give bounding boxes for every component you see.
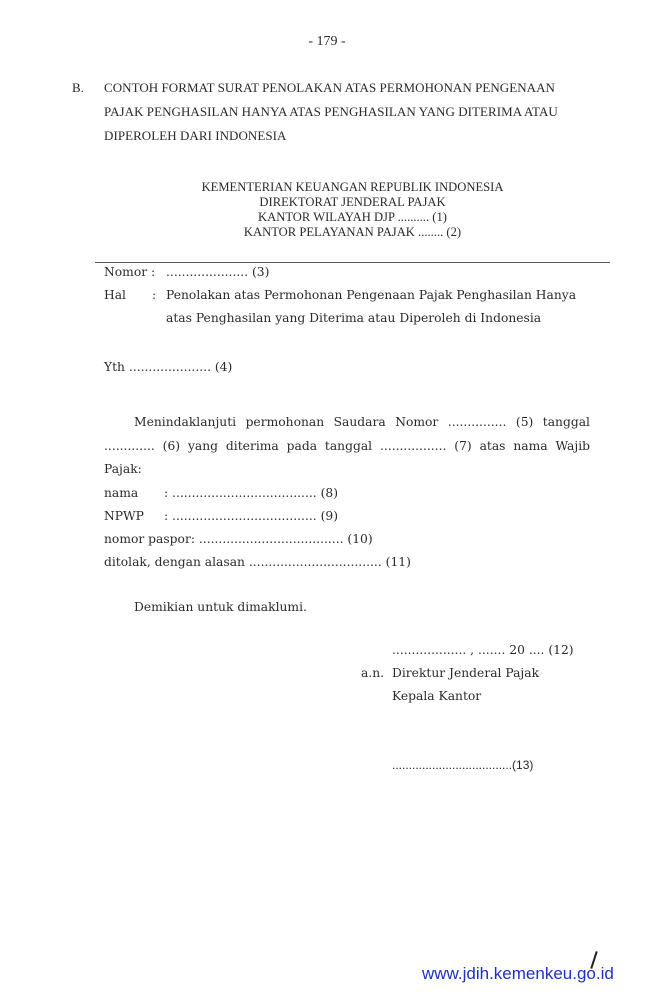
hal-value-line-1: Penolakan atas Permohonan Pengenaan Pajak Penghasilan Hanya [166,288,577,302]
section-title-line-2: PAJAK PENGHASILAN HANYA ATAS PENGHASILAN YANG DITERIMA ATAU [104,104,558,119]
recipient: Yth ..................... (4) [104,360,233,374]
office-title: Kepala Kantor [392,689,482,703]
an-title: Direktur Jenderal Pajak [392,666,540,680]
field-nama-value: : ..................................... (8) [164,486,339,500]
hal-value-line-2: atas Penghasilan yang Diterima atau Diperoleh di Indonesia [166,311,542,325]
rejection-reason: ditolak, dengan alasan .................................. (11) [104,555,411,569]
field-nama-label: nama [104,486,139,500]
signer-name: ....................................(13) [392,758,534,772]
letterhead-divider [95,262,610,263]
section-label: B. [72,80,84,95]
place-date: ................... , ....... 20 .... (12) [392,643,574,657]
nomor-value: ..................... (3) [166,265,270,279]
page-number: - 179 - [308,34,346,49]
nomor-label: Nomor : [104,265,156,279]
field-npwp-label: NPWP [104,509,144,523]
body-line-3: Pajak: [104,462,142,476]
section-title-line-3: DIPEROLEH DARI INDONESIA [104,128,287,143]
body-line-1: Menindaklanjuti permohonan Saudara Nomor ............... (5) tanggal [134,415,590,429]
body-line-2: ............. (6) yang diterima pada tanggal ................. (7) atas nama Wajib [104,439,590,453]
an-label: a.n. [361,666,385,680]
letterhead-tax-office: KANTOR PELAYANAN PAJAK ........ (2) [243,225,462,239]
letterhead-directorate: DIREKTORAT JENDERAL PAJAK [259,195,446,209]
field-npwp-value: : ..................................... (9) [164,509,339,523]
section-title-line-1: CONTOH FORMAT SURAT PENOLAKAN ATAS PERMOHONAN PENGENAAN [104,80,555,95]
field-passport: nomor paspor: ..................................... (10) [104,532,373,546]
footer-url-link[interactable]: www.jdih.kemenkeu.go.id [422,964,614,983]
letterhead-regional-office: KANTOR WILAYAH DJP .......... (1) [258,210,447,224]
hal-label: Hal [104,288,126,302]
closing-statement: Demikian untuk dimaklumi. [134,600,307,614]
hal-colon: : [152,288,157,302]
letterhead-ministry: KEMENTERIAN KEUANGAN REPUBLIK INDONESIA [201,180,504,194]
